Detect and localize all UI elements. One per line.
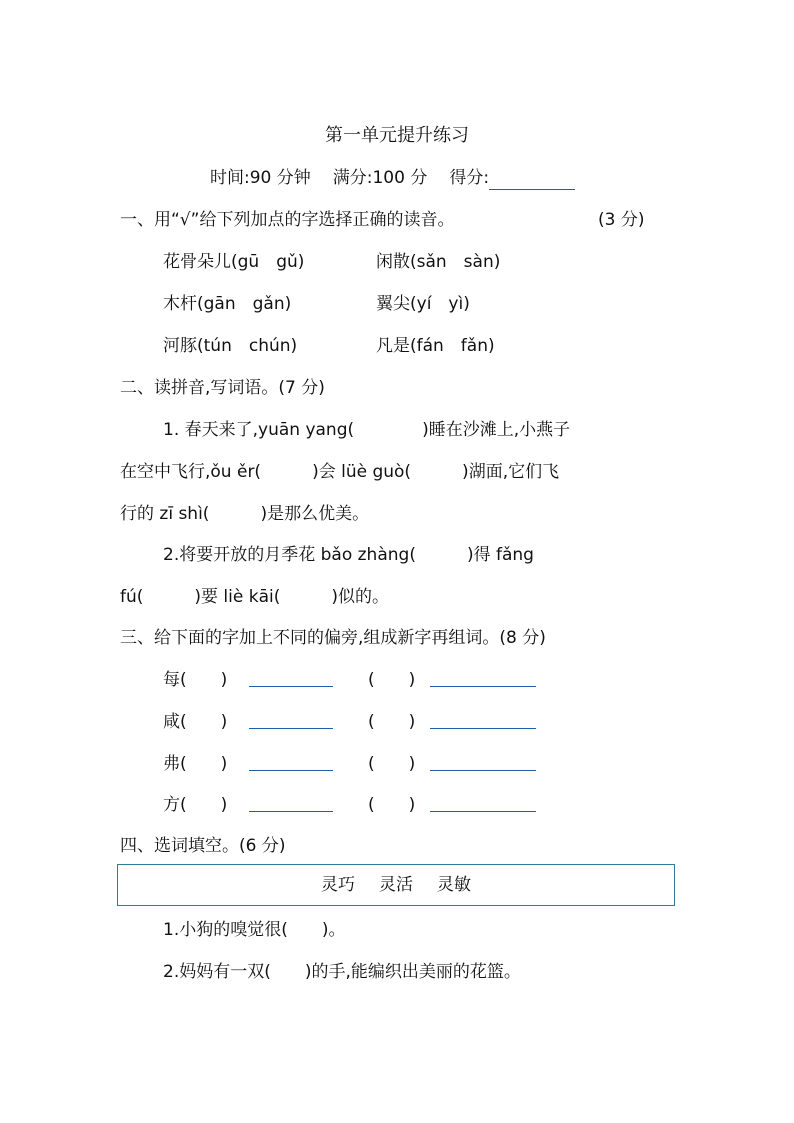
pinyin-choice[interactable]: 翼尖(yí yì) <box>376 294 470 314</box>
exam-info <box>210 166 597 190</box>
answer-blank[interactable] <box>430 811 536 812</box>
pinyin-choice[interactable]: 闲散(sǎn sàn) <box>376 252 501 272</box>
radical-char: 方( ) <box>163 795 228 815</box>
section-1-heading: 一、用“√”给下列加点的字选择正确的读音。 <box>120 210 455 230</box>
word-option: 灵巧 <box>321 875 355 895</box>
answer-blank[interactable] <box>249 770 333 771</box>
section-4-heading: 四、选词填空。(6 分) <box>120 836 286 856</box>
pinyin-choice[interactable]: 凡是(fán fǎn) <box>376 336 495 356</box>
question-text: 2.将要开放的月季花 bǎo zhàng( )得 fǎng <box>163 545 534 565</box>
question-text: 行的 zī shì( )是那么优美。 <box>120 504 370 524</box>
answer-blank[interactable] <box>249 728 333 729</box>
answer-blank[interactable] <box>249 686 333 687</box>
question-text: 1.小狗的嗅觉很( )。 <box>163 920 346 940</box>
pinyin-choice[interactable]: 河豚(tún chún) <box>163 336 298 356</box>
radical-char: ( ) <box>368 754 416 774</box>
word-option: 灵活 <box>379 875 413 895</box>
question-text: fú( )要 liè kāi( )似的。 <box>120 587 389 607</box>
section-2-heading: 二、读拼音,写词语。(7 分) <box>120 378 325 398</box>
pinyin-choice[interactable]: 木杆(gān gǎn) <box>163 294 292 314</box>
radical-char: ( ) <box>368 670 416 690</box>
score-label: 得分: <box>449 168 490 188</box>
full-score-label: 满分:100 分 <box>332 168 428 188</box>
score-blank[interactable] <box>489 171 575 190</box>
radical-char: 每( ) <box>163 670 228 690</box>
question-text: 在空中飞行,ǒu ěr( )会 lüè guò( )湖面,它们飞 <box>120 462 560 482</box>
word-bank <box>117 864 675 906</box>
pinyin-choice[interactable]: 花骨朵儿(gū gǔ) <box>163 252 305 272</box>
question-text: 2.妈妈有一双( )的手,能编织出美丽的花篮。 <box>163 962 521 982</box>
radical-char: 弗( ) <box>163 754 228 774</box>
time-label: 时间:90 分钟 <box>210 168 311 188</box>
answer-blank[interactable] <box>430 770 536 771</box>
answer-blank[interactable] <box>430 686 536 687</box>
radical-char: ( ) <box>368 795 416 815</box>
page-title: 第一单元提升练习 <box>325 125 469 146</box>
answer-blank[interactable] <box>249 811 333 812</box>
word-option: 灵敏 <box>437 875 471 895</box>
answer-blank[interactable] <box>430 728 536 729</box>
radical-char: ( ) <box>368 712 416 732</box>
radical-char: 咸( ) <box>163 712 228 732</box>
section-3-heading: 三、给下面的字加上不同的偏旁,组成新字再组词。(8 分) <box>120 628 546 648</box>
question-text: 1. 春天来了,yuān yang( )睡在沙滩上,小燕子 <box>163 420 571 440</box>
section-1-points: (3 分) <box>598 210 645 230</box>
